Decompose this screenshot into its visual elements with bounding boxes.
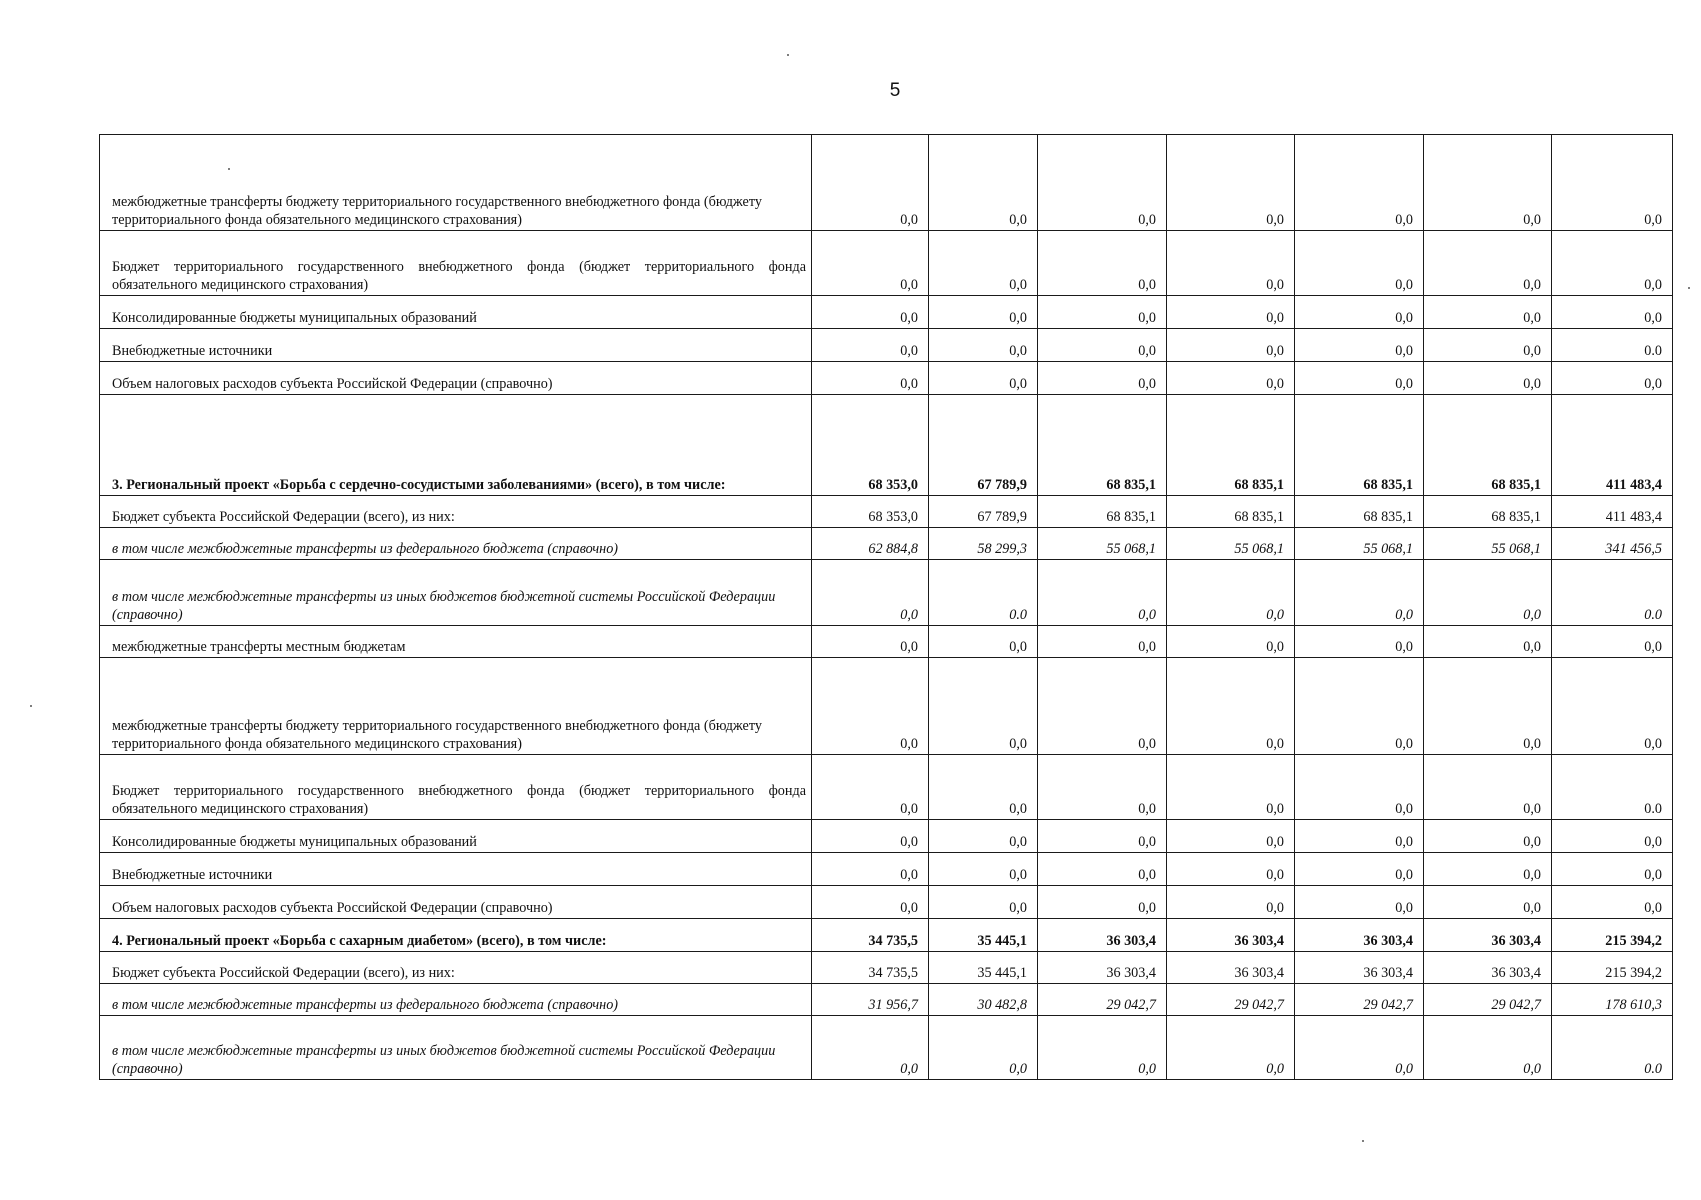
value-cell: 62 884,8: [812, 528, 929, 560]
value-cell: 0,0: [812, 658, 929, 755]
row-label: в том числе межбюджетные трансферты из иных бюджетов бюджетной системы Российской Федерации (справочно): [100, 560, 812, 626]
value-cell: 0,0: [929, 853, 1038, 886]
value-cell: 34 735,5: [812, 952, 929, 984]
value-cell: 0,0: [1167, 886, 1295, 919]
value-cell: 68 353,0: [812, 496, 929, 528]
value-cell: 0,0: [1424, 296, 1552, 329]
value-cell: 0,0: [929, 886, 1038, 919]
value-cell: 0,0: [1295, 231, 1424, 296]
page-number: 5: [889, 80, 901, 101]
project-title: 4. Региональный проект «Борьба с сахарным диабетом» (всего), в том числе:: [100, 919, 812, 952]
value-cell: 36 303,4: [1295, 952, 1424, 984]
value-cell: 58 299,3: [929, 528, 1038, 560]
value-cell: 35 445,1: [929, 919, 1038, 952]
value-cell: 0,0: [1424, 1016, 1552, 1080]
value-cell: 0,0: [812, 296, 929, 329]
value-cell: 0,0: [1424, 755, 1552, 820]
value-cell: 0,0: [1167, 1016, 1295, 1080]
value-cell: 0,0: [1295, 886, 1424, 919]
value-cell: 36 303,4: [1424, 919, 1552, 952]
total-cell: 0.0: [1552, 755, 1673, 820]
value-cell: 36 303,4: [1038, 919, 1167, 952]
total-cell: 178 610,3: [1552, 984, 1673, 1016]
value-cell: 0,0: [1424, 886, 1552, 919]
value-cell: 0,0: [1167, 658, 1295, 755]
total-cell: 341 456,5: [1552, 528, 1673, 560]
value-cell: 0,0: [929, 135, 1038, 231]
scan-speck: [30, 705, 32, 707]
row-label: Объем налоговых расходов субъекта Российской Федерации (справочно): [100, 886, 812, 919]
value-cell: 36 303,4: [1167, 919, 1295, 952]
row-label: Бюджет территориального государственного внебюджетного фонда (бюджет территориального фонда обязательного медицинского страхования): [100, 231, 812, 296]
value-cell: 0,0: [929, 755, 1038, 820]
value-cell: 0,0: [1167, 296, 1295, 329]
total-cell: 0,0: [1552, 820, 1673, 853]
table-row: [100, 1016, 1673, 1080]
value-cell: 0,0: [812, 362, 929, 395]
scan-speck: [228, 168, 230, 170]
value-cell: 0,0: [1038, 755, 1167, 820]
project-total-row: [100, 395, 1673, 496]
value-cell: 68 835,1: [1038, 496, 1167, 528]
value-cell: 0,0: [1295, 560, 1424, 626]
value-cell: 0,0: [812, 329, 929, 362]
total-cell: 0,0: [1552, 853, 1673, 886]
value-cell: 68 835,1: [1038, 395, 1167, 496]
value-cell: 0,0: [1424, 362, 1552, 395]
total-cell: 215 394,2: [1552, 919, 1673, 952]
value-cell: 0,0: [1295, 362, 1424, 395]
scan-speck: [1362, 1140, 1364, 1142]
total-cell: 0,0: [1552, 135, 1673, 231]
table-row: [100, 626, 1673, 658]
value-cell: 0,0: [1424, 820, 1552, 853]
value-cell: 0,0: [1295, 853, 1424, 886]
value-cell: 34 735,5: [812, 919, 929, 952]
row-label: Консолидированные бюджеты муниципальных образований: [100, 820, 812, 853]
value-cell: 0,0: [1038, 135, 1167, 231]
value-cell: 0,0: [1167, 231, 1295, 296]
value-cell: 0,0: [1038, 560, 1167, 626]
total-cell: 0.0: [1552, 560, 1673, 626]
total-cell: 0,0: [1552, 231, 1673, 296]
value-cell: 36 303,4: [1038, 952, 1167, 984]
table-row: [100, 362, 1673, 395]
value-cell: 31 956,7: [812, 984, 929, 1016]
value-cell: 0,0: [812, 135, 929, 231]
row-label: межбюджетные трансферты бюджету территориального государственного внебюджетного фонда (бюджету территориального фонда обязательного медицинского страхования): [100, 658, 812, 755]
table-row: [100, 820, 1673, 853]
value-cell: 0,0: [1424, 231, 1552, 296]
value-cell: 55 068,1: [1038, 528, 1167, 560]
value-cell: 0,0: [1295, 755, 1424, 820]
total-cell: 0,0: [1552, 626, 1673, 658]
table-row: [100, 560, 1673, 626]
project-title: 3. Региональный проект «Борьба с сердечно-сосудистыми заболеваниями» (всего), в том числе:: [100, 395, 812, 496]
value-cell: 29 042,7: [1295, 984, 1424, 1016]
row-label: Объем налоговых расходов субъекта Российской Федерации (справочно): [100, 362, 812, 395]
row-label: межбюджетные трансферты местным бюджетам: [100, 626, 812, 658]
row-label: Внебюджетные источники: [100, 329, 812, 362]
table-row: [100, 329, 1673, 362]
table-row: [100, 853, 1673, 886]
value-cell: 67 789,9: [929, 496, 1038, 528]
row-label: в том числе межбюджетные трансферты из иных бюджетов бюджетной системы Российской Федерации (справочно): [100, 1016, 812, 1080]
total-cell: 0,0: [1552, 362, 1673, 395]
value-cell: 0,0: [1424, 658, 1552, 755]
value-cell: 0.0: [929, 560, 1038, 626]
value-cell: 0,0: [1038, 886, 1167, 919]
value-cell: 0,0: [1295, 658, 1424, 755]
table-row: [100, 886, 1673, 919]
value-cell: 36 303,4: [1295, 919, 1424, 952]
table-row: [100, 296, 1673, 329]
value-cell: 0,0: [1424, 329, 1552, 362]
value-cell: 0,0: [929, 626, 1038, 658]
value-cell: 0,0: [1038, 231, 1167, 296]
row-label: Бюджет территориального государственного внебюджетного фонда (бюджет территориального фонда обязательного медицинского страхования): [100, 755, 812, 820]
table-row: [100, 496, 1673, 528]
value-cell: 0,0: [929, 296, 1038, 329]
value-cell: 36 303,4: [1167, 952, 1295, 984]
scan-speck: [1688, 287, 1690, 289]
value-cell: 0,0: [812, 231, 929, 296]
total-cell: 411 483,4: [1552, 395, 1673, 496]
value-cell: 0,0: [1424, 853, 1552, 886]
value-cell: 68 835,1: [1295, 395, 1424, 496]
row-label: Внебюджетные источники: [100, 853, 812, 886]
value-cell: 0,0: [1295, 820, 1424, 853]
value-cell: 0,0: [929, 329, 1038, 362]
value-cell: 0,0: [1038, 296, 1167, 329]
value-cell: 29 042,7: [1424, 984, 1552, 1016]
value-cell: 0,0: [1295, 626, 1424, 658]
value-cell: 0,0: [1038, 658, 1167, 755]
row-label: Бюджет субъекта Российской Федерации (всего), из них:: [100, 496, 812, 528]
value-cell: 0,0: [1424, 626, 1552, 658]
table-row: [100, 952, 1673, 984]
budget-table: [99, 134, 1673, 1080]
project-total-row: [100, 919, 1673, 952]
value-cell: 68 835,1: [1424, 496, 1552, 528]
value-cell: 0,0: [812, 626, 929, 658]
value-cell: 0,0: [1038, 820, 1167, 853]
value-cell: 55 068,1: [1295, 528, 1424, 560]
row-label: в том числе межбюджетные трансферты из федерального бюджета (справочно): [100, 528, 812, 560]
total-cell: 0,0: [1552, 658, 1673, 755]
value-cell: 68 835,1: [1424, 395, 1552, 496]
row-label: Консолидированные бюджеты муниципальных образований: [100, 296, 812, 329]
value-cell: 0,0: [1295, 329, 1424, 362]
row-label: Бюджет субъекта Российской Федерации (всего), из них:: [100, 952, 812, 984]
value-cell: 0,0: [812, 1016, 929, 1080]
value-cell: 0,0: [812, 886, 929, 919]
value-cell: 67 789,9: [929, 395, 1038, 496]
total-cell: 411 483,4: [1552, 496, 1673, 528]
value-cell: 0,0: [812, 755, 929, 820]
value-cell: 30 482,8: [929, 984, 1038, 1016]
table-row: [100, 984, 1673, 1016]
value-cell: 0,0: [1167, 853, 1295, 886]
value-cell: 0,0: [1167, 626, 1295, 658]
value-cell: 0,0: [812, 560, 929, 626]
value-cell: 68 835,1: [1167, 395, 1295, 496]
value-cell: 0,0: [1424, 560, 1552, 626]
total-cell: 215 394,2: [1552, 952, 1673, 984]
value-cell: 0,0: [1167, 755, 1295, 820]
row-label: межбюджетные трансферты бюджету территориального государственного внебюджетного фонда (бюджету территориального фонда обязательного медицинского страхования): [100, 135, 812, 231]
value-cell: 68 353,0: [812, 395, 929, 496]
value-cell: 55 068,1: [1167, 528, 1295, 560]
total-cell: 0,0: [1552, 296, 1673, 329]
value-cell: 55 068,1: [1424, 528, 1552, 560]
value-cell: 35 445,1: [929, 952, 1038, 984]
value-cell: 29 042,7: [1167, 984, 1295, 1016]
value-cell: 0,0: [929, 1016, 1038, 1080]
value-cell: 0,0: [929, 231, 1038, 296]
value-cell: 0,0: [1295, 135, 1424, 231]
value-cell: 0,0: [812, 853, 929, 886]
value-cell: 68 835,1: [1295, 496, 1424, 528]
table-row: [100, 658, 1673, 755]
value-cell: 0,0: [1167, 329, 1295, 362]
value-cell: 0,0: [1424, 135, 1552, 231]
total-cell: 0,0: [1552, 886, 1673, 919]
value-cell: 0,0: [812, 820, 929, 853]
value-cell: 0,0: [1038, 626, 1167, 658]
value-cell: 0,0: [1167, 362, 1295, 395]
value-cell: 0,0: [929, 658, 1038, 755]
value-cell: 0,0: [1038, 329, 1167, 362]
value-cell: 0,0: [1038, 853, 1167, 886]
scan-speck: [787, 54, 789, 56]
value-cell: 0,0: [929, 820, 1038, 853]
total-cell: 0.0: [1552, 1016, 1673, 1080]
table-row: [100, 231, 1673, 296]
value-cell: 0,0: [1295, 1016, 1424, 1080]
table-row: [100, 755, 1673, 820]
value-cell: 0,0: [1038, 362, 1167, 395]
value-cell: 0,0: [1167, 135, 1295, 231]
value-cell: 0,0: [1167, 560, 1295, 626]
value-cell: 68 835,1: [1167, 496, 1295, 528]
table-row: [100, 528, 1673, 560]
table-row: [100, 135, 1673, 231]
row-label: в том числе межбюджетные трансферты из федерального бюджета (справочно): [100, 984, 812, 1016]
value-cell: 36 303,4: [1424, 952, 1552, 984]
value-cell: 0,0: [1038, 1016, 1167, 1080]
value-cell: 0,0: [929, 362, 1038, 395]
value-cell: 29 042,7: [1038, 984, 1167, 1016]
total-cell: 0.0: [1552, 329, 1673, 362]
value-cell: 0,0: [1295, 296, 1424, 329]
value-cell: 0,0: [1167, 820, 1295, 853]
